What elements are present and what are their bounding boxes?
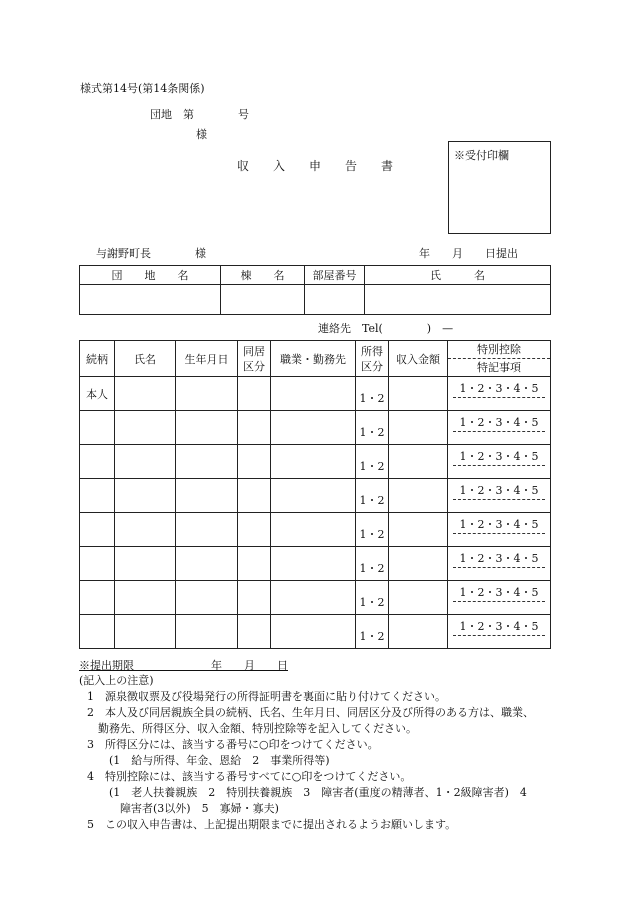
deduction-cell[interactable]	[448, 411, 551, 445]
income-amount-cell[interactable]	[389, 445, 448, 479]
col-job: 職業・勤務先	[271, 341, 356, 377]
contact-line: 連絡先 Tel( ) —	[318, 322, 454, 335]
dashed-divider	[453, 499, 545, 500]
note-line: (1 給与所得、年金、恩給 2 事業所得等)	[87, 754, 330, 767]
table-row	[80, 411, 551, 445]
col-name: 氏名	[115, 341, 176, 377]
job-cell[interactable]	[271, 581, 356, 615]
job-cell[interactable]	[271, 479, 356, 513]
main-table	[79, 340, 551, 649]
name-cell[interactable]	[115, 547, 176, 581]
name-cell[interactable]	[115, 479, 176, 513]
relation-cell[interactable]	[80, 479, 115, 513]
header-room: 部屋番号	[305, 266, 365, 285]
deduction-options: 1・2・3・4・5	[459, 450, 539, 463]
col-income-kind: 所得 区分	[356, 341, 389, 377]
deduction-cell[interactable]	[448, 377, 551, 411]
form-id: 様式第14号(第14条関係)	[80, 82, 205, 95]
birth-cell[interactable]	[176, 377, 238, 411]
birth-cell[interactable]	[176, 479, 238, 513]
job-cell[interactable]	[271, 615, 356, 649]
cohabit-cell[interactable]	[238, 615, 271, 649]
income-kind-cell[interactable]: 1・2	[356, 615, 389, 649]
income-kind-cell[interactable]: 1・2	[356, 581, 389, 615]
name-cell[interactable]	[115, 445, 176, 479]
form-title: 収 入 申 告 書	[237, 159, 394, 173]
relation-cell[interactable]	[80, 581, 115, 615]
table-row	[80, 479, 551, 513]
table-row	[80, 513, 551, 547]
deduction-cell[interactable]	[448, 615, 551, 649]
deduction-cell[interactable]	[448, 547, 551, 581]
notes-heading: (記入上の注意)	[79, 674, 154, 687]
income-kind-cell[interactable]: 1・2	[356, 479, 389, 513]
stamp-box-label: ※受付印欄	[454, 149, 509, 162]
income-kind-cell[interactable]: 1・2	[356, 377, 389, 411]
dashed-divider	[453, 635, 545, 636]
job-cell[interactable]	[271, 411, 356, 445]
deduction-options: 1・2・3・4・5	[459, 552, 539, 565]
deduction-options: 1・2・3・4・5	[459, 518, 539, 531]
table-row	[80, 377, 551, 411]
name-cell[interactable]	[115, 581, 176, 615]
income-amount-cell[interactable]	[389, 615, 448, 649]
danchi-number-line: 団地 第 号	[150, 108, 249, 121]
relation-cell[interactable]: 本人	[80, 377, 115, 411]
birth-cell[interactable]	[176, 411, 238, 445]
table-row	[80, 581, 551, 615]
birth-cell[interactable]	[176, 445, 238, 479]
birth-cell[interactable]	[176, 547, 238, 581]
name-cell[interactable]	[115, 513, 176, 547]
cohabit-cell[interactable]	[238, 479, 271, 513]
cohabit-cell[interactable]	[238, 377, 271, 411]
note-line: 2 本人及び同居親族全員の続柄、氏名、生年月日、同居区分及び所得のある方は、職業、	[87, 706, 534, 719]
deduction-options: 1・2・3・4・5	[459, 484, 539, 497]
table-row	[80, 445, 551, 479]
birth-cell[interactable]	[176, 513, 238, 547]
deduction-options: 1・2・3・4・5	[459, 416, 539, 429]
table-row	[80, 547, 551, 581]
cohabit-cell[interactable]	[238, 547, 271, 581]
relation-cell[interactable]	[80, 615, 115, 649]
deduction-options: 1・2・3・4・5	[459, 620, 539, 633]
income-kind-cell[interactable]: 1・2	[356, 547, 389, 581]
col-income-amount: 収入金額	[389, 341, 448, 377]
note-line: 5 この収入申告書は、上記提出期限までに提出されるようお願いします。	[87, 818, 457, 831]
room-input[interactable]	[305, 285, 365, 315]
addressee: 与謝野町長 様	[96, 247, 206, 260]
note-line: 勤務先、所得区分、収入金額、特別控除等を記入してください。	[87, 722, 417, 735]
relation-cell[interactable]	[80, 513, 115, 547]
submission-date: 年 月 日提出	[419, 247, 518, 260]
job-cell[interactable]	[271, 513, 356, 547]
deduction-options: 1・2・3・4・5	[459, 586, 539, 599]
income-kind-cell[interactable]: 1・2	[356, 411, 389, 445]
income-amount-cell[interactable]	[389, 411, 448, 445]
notes	[79, 673, 534, 833]
header-table	[79, 265, 551, 315]
dashed-divider	[453, 601, 545, 602]
stamp-box	[448, 141, 551, 234]
deduction-cell[interactable]	[448, 513, 551, 547]
income-amount-cell[interactable]	[389, 479, 448, 513]
cohabit-cell[interactable]	[238, 513, 271, 547]
income-amount-cell[interactable]	[389, 547, 448, 581]
note-line: 1 源泉徴収票及び役場発行の所得証明書を裏面に貼り付けてください。	[87, 690, 446, 703]
income-amount-cell[interactable]	[389, 377, 448, 411]
danchi-input[interactable]	[80, 285, 221, 315]
income-kind-cell[interactable]: 1・2	[356, 445, 389, 479]
cohabit-cell[interactable]	[238, 411, 271, 445]
header-tou: 棟 名	[221, 266, 305, 285]
dashed-divider	[453, 533, 545, 534]
dashed-divider	[453, 567, 545, 568]
job-cell[interactable]	[271, 547, 356, 581]
col-deduction-top: 特別控除	[448, 341, 550, 359]
tou-input[interactable]	[221, 285, 305, 315]
dashed-divider	[453, 431, 545, 432]
note-line: 3 所得区分には、該当する番号に○印をつけてください。	[87, 738, 379, 751]
deduction-cell[interactable]	[448, 581, 551, 615]
name-input[interactable]	[365, 285, 551, 315]
relation-cell[interactable]	[80, 411, 115, 445]
income-amount-cell[interactable]	[389, 581, 448, 615]
cohabit-cell[interactable]	[238, 581, 271, 615]
submission-deadline: ※提出期限 年 月 日	[79, 659, 288, 672]
deduction-options: 1・2・3・4・5	[459, 382, 539, 395]
cohabit-cell[interactable]	[238, 445, 271, 479]
deduction-cell[interactable]	[448, 479, 551, 513]
note-line: 障害者(3以外) 5 寡婦・寡夫)	[87, 802, 279, 815]
job-cell[interactable]	[271, 445, 356, 479]
col-deduction-bottom: 特記事項	[477, 361, 521, 374]
note-line: (1 老人扶養親族 2 特別扶養親族 3 障害者(重度の精薄者、1・2級障害者) 4	[87, 786, 527, 799]
name-cell[interactable]	[115, 615, 176, 649]
dashed-divider	[453, 397, 545, 398]
sama-label: 様	[196, 128, 207, 141]
col-relation: 続柄	[80, 341, 115, 377]
col-birth: 生年月日	[176, 341, 238, 377]
name-cell[interactable]	[115, 411, 176, 445]
col-cohabit: 同居 区分	[238, 341, 271, 377]
income-kind-cell[interactable]: 1・2	[356, 513, 389, 547]
table-row	[80, 615, 551, 649]
name-cell[interactable]	[115, 377, 176, 411]
job-cell[interactable]	[271, 377, 356, 411]
header-danchi: 団 地 名	[80, 266, 221, 285]
birth-cell[interactable]	[176, 581, 238, 615]
relation-cell[interactable]	[80, 445, 115, 479]
dashed-divider	[453, 465, 545, 466]
birth-cell[interactable]	[176, 615, 238, 649]
income-amount-cell[interactable]	[389, 513, 448, 547]
relation-cell[interactable]	[80, 547, 115, 581]
deduction-cell[interactable]	[448, 445, 551, 479]
col-deduction	[448, 341, 551, 377]
header-name: 氏 名	[365, 266, 551, 285]
note-line: 4 特別控除には、該当する番号すべてに○印をつけてください。	[87, 770, 412, 783]
